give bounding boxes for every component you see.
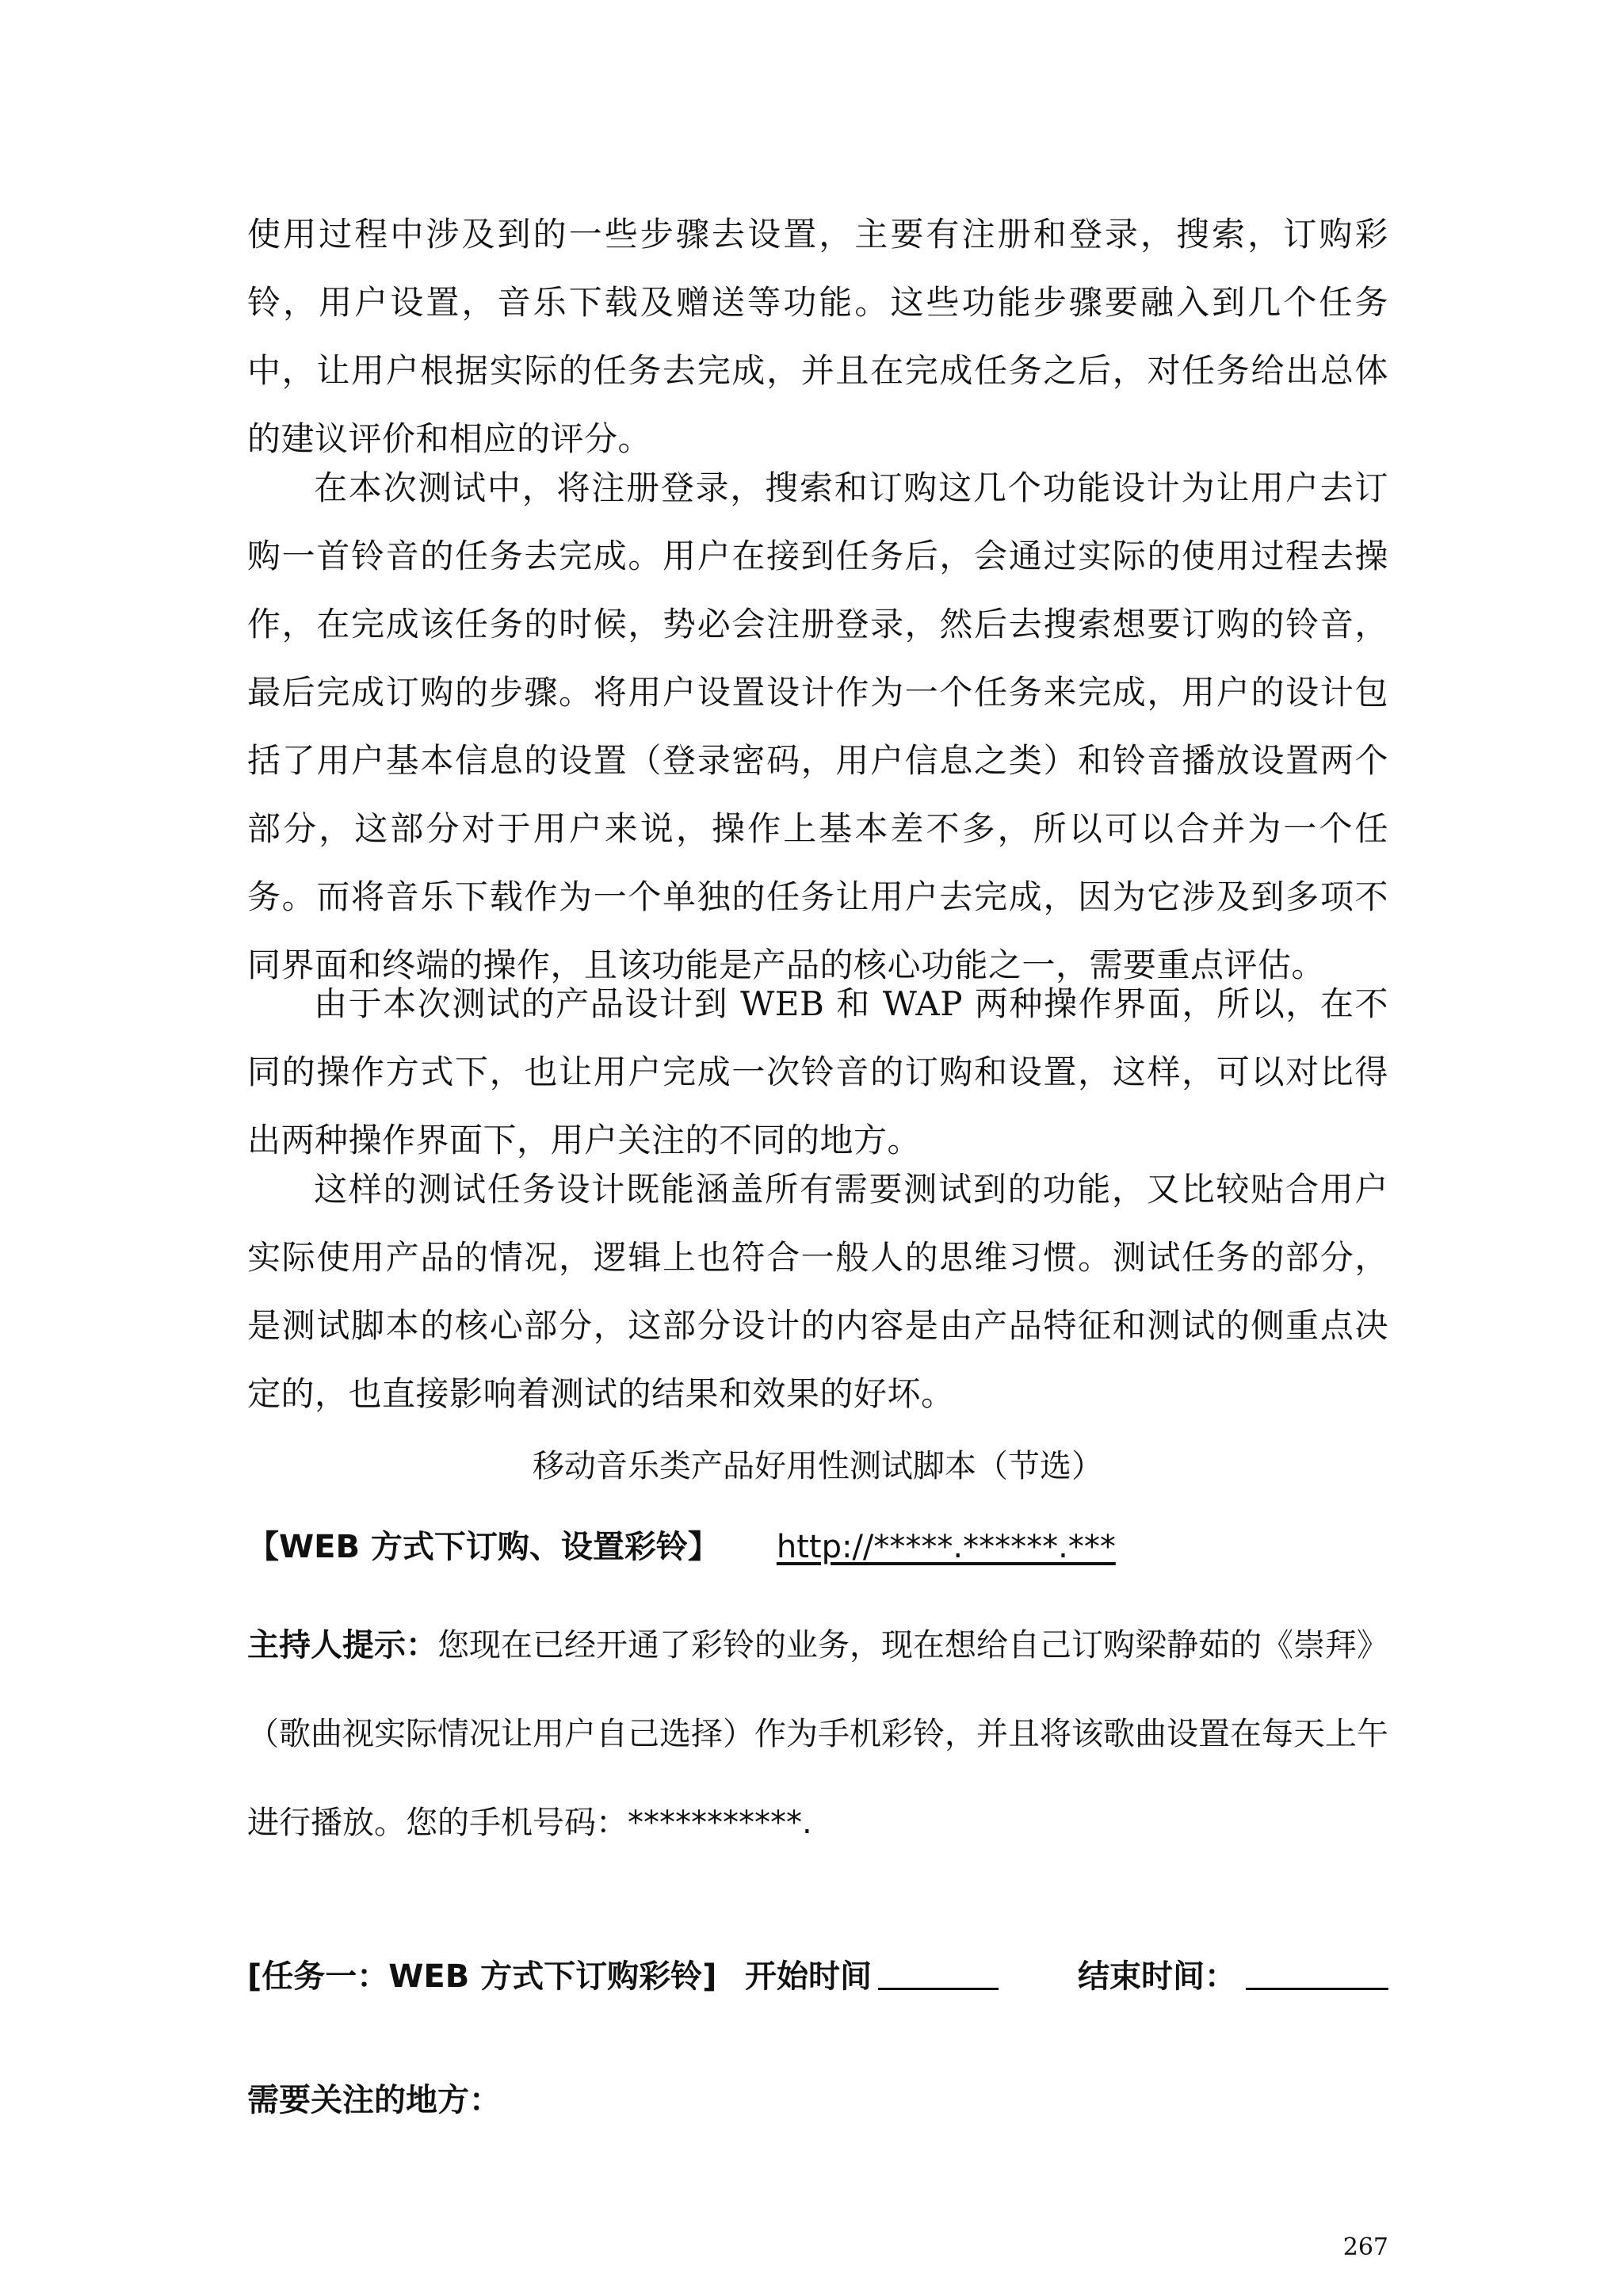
paragraph-text: 这样的测试任务设计既能涵盖所有需要测试到的功能，又比较贴合用户实际使用产品的情况，逻辑上也符合一般人的思维习惯。测试任务的部分，是测试脚本的核心部分，这部分设计的内容是由产品特征和测试的侧重点决定的，也直接影响着测试的结果和效果的好坏。: [247, 1170, 1388, 1413]
paragraph-text: 在本次测试中，将注册登录，搜索和订购这几个功能设计为让用户去订购一首铃音的任务去完成。用户在接到任务后，会通过实际的使用过程去操作，在完成该任务的时候，势必会注册登录，然后去搜索想要订购的铃音，最后完成订购的步骤。将用户设置设计作为一个任务来完成，用户的设计包括了用户基本信息的设置（登录密码，用户信息之类）和铃音播放设置两个部分，这部分对于用户来说，操作上基本差不多，所以可以合并为一个任务。而将音乐下载作为一个单独的任务让用户去完成，因为它涉及到多项不同界面和终端的操作，且该功能是产品的核心功能之一，需要重点评估。: [247, 468, 1388, 984]
host-prompt-text: 您现在已经开通了彩铃的业务，现在想给自己订购梁静茹的《崇拜》（歌曲视实际情况让用户自己选择）作为手机彩铃，并且将该歌曲设置在每天上午进行播放。您的手机号码：***********.: [247, 1627, 1388, 1841]
attention-heading: 需要关注的地方：: [247, 2082, 501, 2118]
paragraph-text: 使用过程中涉及到的一些步骤去设置，主要有注册和登录，搜索，订购彩铃，用户设置，音乐下载及赠送等功能。这些功能步骤要融入到几个任务中，让用户根据实际的任务去完成，并且在完成任务之后，对任务给出总体的建议评价和相应的评分。: [247, 215, 1388, 458]
host-prompt-label: 主持人提示：: [247, 1627, 437, 1664]
body-paragraph: [247, 454, 1388, 999]
task-title: [任务一：WEB 方式下订购彩铃]: [247, 1958, 717, 1995]
script-title: 移动音乐类产品好用性测试脚本（节选）: [533, 1448, 1103, 1484]
site-url-link[interactable]: http://*****.******.***: [776, 1529, 1116, 1565]
end-time-blank: [1246, 1988, 1388, 1990]
end-time-label: 结束时间：: [1078, 1958, 1236, 1995]
body-paragraph: [247, 970, 1388, 1175]
start-time-label: 开始时间: [745, 1958, 872, 1995]
body-paragraph: [247, 201, 1388, 473]
page-number: 267: [1342, 2233, 1388, 2261]
paragraph-text: 由于本次测试的产品设计到 WEB 和 WAP 两种操作界面，所以，在不同的操作方式下，也让用户完成一次铃音的订购和设置，这样，可以对比得出两种操作界面下，用户关注的不同的地方。: [247, 984, 1388, 1159]
start-time-blank: [878, 1988, 999, 1990]
web-heading-label: 【WEB 方式下订购、设置彩铃】: [247, 1529, 720, 1565]
body-paragraph: [247, 1156, 1388, 1428]
task-one-line: [247, 1951, 1388, 2002]
web-section-heading: [247, 1523, 1116, 1571]
host-prompt: [247, 1601, 1388, 1867]
